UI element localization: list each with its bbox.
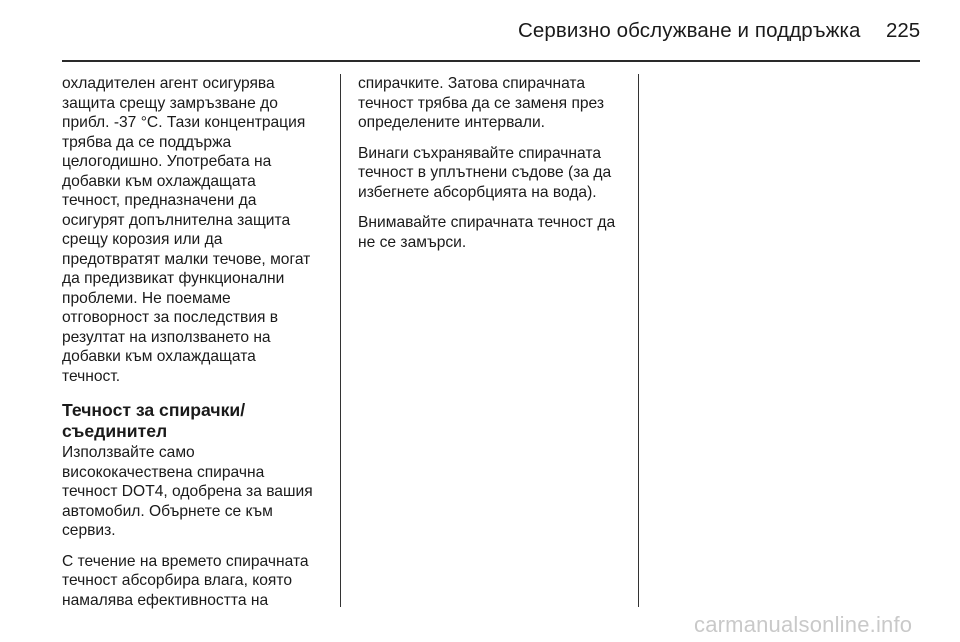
section-heading-brake-fluid (62, 400, 332, 442)
text-line: спирачките. Затова спирачната (358, 75, 586, 92)
text-line: добавки към охлаждащата (62, 348, 256, 365)
text-line: Използвайте само (62, 444, 195, 461)
middle-paragraph-intervals (358, 74, 630, 133)
middle-paragraph-contamination (358, 213, 630, 252)
text-line: течност в уплътнени съдове (за да (358, 164, 612, 181)
text-line: течност. (62, 367, 121, 385)
heading-line: Течност за спирачки/ (62, 400, 246, 420)
text-line: срещу корозия или да (62, 231, 223, 248)
text-line: избегнете абсорбцията на вода). (358, 183, 597, 201)
text-line: течност DOT4, одобрена за вашия (62, 483, 313, 500)
text-line: отговорност за последствия в (62, 309, 279, 326)
text-line: висококачествена спирачна (62, 463, 265, 481)
text-line: течност абсорбира влага, която (62, 572, 292, 589)
left-paragraph-dot4 (62, 443, 332, 541)
watermark: carmanualsonline.info (694, 612, 913, 637)
text-line: автомобил. Обърнете се към (62, 502, 273, 520)
text-line: осигурят допълнителна защита (62, 211, 291, 229)
text-line: добавки към охлаждащата (62, 172, 256, 190)
text-line: не се замърси. (358, 233, 467, 251)
text-line: защита срещу замръзване до (62, 94, 278, 112)
text-line: Внимавайте спирачната течност да (358, 214, 616, 231)
text-line: резултат на използването на (62, 328, 271, 346)
heading-line: съединител (62, 421, 168, 441)
text-line: течност трябва да се заменя през (358, 94, 605, 112)
text-line: охладителен агент осигурява (62, 75, 275, 92)
text-line: Винаги съхранявайте спирачната (358, 144, 601, 162)
text-line: течност, предназначени да (62, 192, 257, 209)
column-divider-left (340, 74, 341, 607)
page-number: 225 (886, 19, 921, 42)
column-divider-right (638, 74, 639, 607)
text-line: проблеми. Не поемаме (62, 289, 231, 307)
header-title: Сервизно обслужване и поддръжка (518, 19, 861, 42)
left-paragraph-coolant (62, 74, 332, 386)
middle-paragraph-storage (358, 144, 630, 203)
text-line: да предизвикат функционални (62, 270, 285, 287)
text-line: намалява ефективността на (62, 591, 269, 609)
text-line: трябва да се поддържа (62, 133, 232, 151)
text-line: определените интервали. (358, 114, 545, 131)
text-line: целогодишно. Употребата на (62, 153, 272, 170)
left-column (62, 74, 332, 621)
header-divider (62, 60, 920, 62)
text-line: сервиз. (62, 522, 116, 539)
text-line: предотвратят малки течове, могат (62, 250, 311, 268)
text-line: С течение на времето спирачната (62, 552, 309, 570)
text-line: прибл. -37 °С. Тази концентрация (62, 114, 306, 131)
middle-column (358, 74, 630, 263)
left-paragraph-moisture (62, 552, 332, 611)
